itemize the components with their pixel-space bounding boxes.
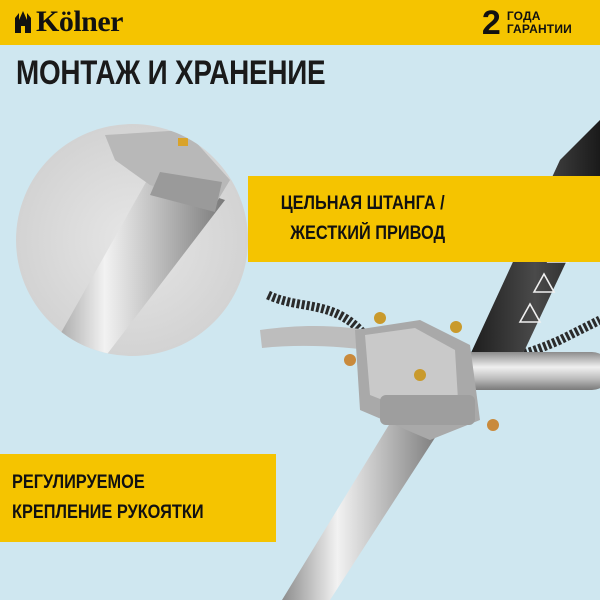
page-title: МОНТАЖ И ХРАНЕНИЕ (16, 54, 326, 92)
warranty-line-2: ГАРАНТИИ (506, 22, 572, 36)
detail-zoom-circle (16, 124, 248, 370)
callout-line: ЖЕСТКИЙ ПРИВОД (290, 223, 445, 244)
callout-line: ЦЕЛЬНАЯ ШТАНГА / (280, 193, 445, 214)
warranty-badge (482, 6, 572, 40)
callout-line: КРЕПЛЕНИЕ РУКОЯТКИ (12, 502, 204, 523)
warranty-line-1: ГОДА (506, 9, 541, 23)
callout-line: РЕГУЛИРУЕМОЕ (12, 472, 145, 493)
warranty-number: 2 (481, 4, 501, 42)
brand-name: Kölner (36, 5, 123, 38)
main-shaft (282, 415, 440, 600)
feature-callout-shaft (248, 176, 600, 262)
brand (14, 6, 123, 38)
header-bar (0, 0, 600, 45)
brand-logo-icon (14, 10, 32, 34)
feature-callout-handle (0, 454, 276, 542)
